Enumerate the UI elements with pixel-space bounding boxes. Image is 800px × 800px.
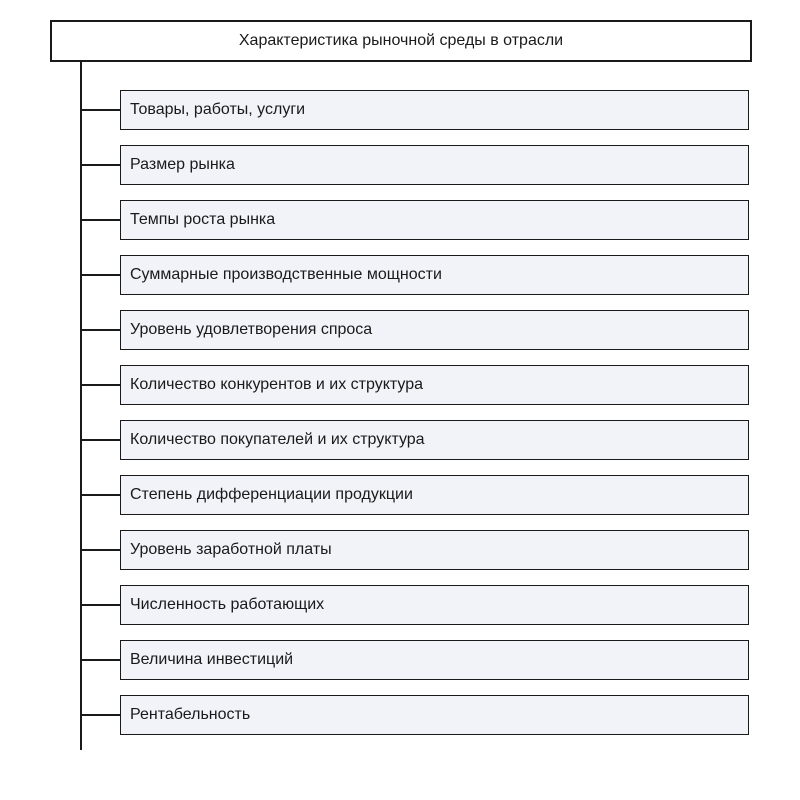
item-buyers: Количество покупателей и их структура bbox=[120, 420, 749, 460]
list-item bbox=[0, 640, 800, 695]
item-production-capacity: Суммарные производственные мощности bbox=[120, 255, 749, 295]
connector-line bbox=[81, 659, 120, 661]
item-product-differentiation: Степень дифференциации продукции bbox=[120, 475, 749, 515]
item-profitability: Рентабельность bbox=[120, 695, 749, 735]
connector-line bbox=[81, 219, 120, 221]
connector-line bbox=[81, 549, 120, 551]
connector-line bbox=[81, 109, 120, 111]
list-item bbox=[0, 420, 800, 475]
list-item bbox=[0, 90, 800, 145]
connector-line bbox=[81, 384, 120, 386]
connector-line bbox=[81, 604, 120, 606]
connector-line bbox=[81, 494, 120, 496]
list-item bbox=[0, 695, 800, 750]
item-market-size: Размер рынка bbox=[120, 145, 749, 185]
list-item bbox=[0, 145, 800, 200]
item-goods-works-services: Товары, работы, услуги bbox=[120, 90, 749, 130]
list-item bbox=[0, 585, 800, 640]
item-investment: Величина инвестиций bbox=[120, 640, 749, 680]
item-market-growth-rate: Темпы роста рынка bbox=[120, 200, 749, 240]
diagram-title: Характеристика рыночной среды в отрасли bbox=[50, 20, 752, 62]
item-competitors: Количество конкурентов и их структура bbox=[120, 365, 749, 405]
list-item bbox=[0, 310, 800, 365]
connector-line bbox=[81, 164, 120, 166]
list-item bbox=[0, 255, 800, 310]
list-item bbox=[0, 475, 800, 530]
list-item bbox=[0, 200, 800, 255]
item-demand-satisfaction: Уровень удовлетворения спроса bbox=[120, 310, 749, 350]
connector-line bbox=[81, 439, 120, 441]
item-headcount: Численность работающих bbox=[120, 585, 749, 625]
list-item bbox=[0, 365, 800, 420]
list-item bbox=[0, 530, 800, 585]
connector-line bbox=[81, 274, 120, 276]
characteristics-list bbox=[0, 90, 800, 750]
item-wage-level: Уровень заработной платы bbox=[120, 530, 749, 570]
connector-line bbox=[81, 714, 120, 716]
connector-line bbox=[81, 329, 120, 331]
